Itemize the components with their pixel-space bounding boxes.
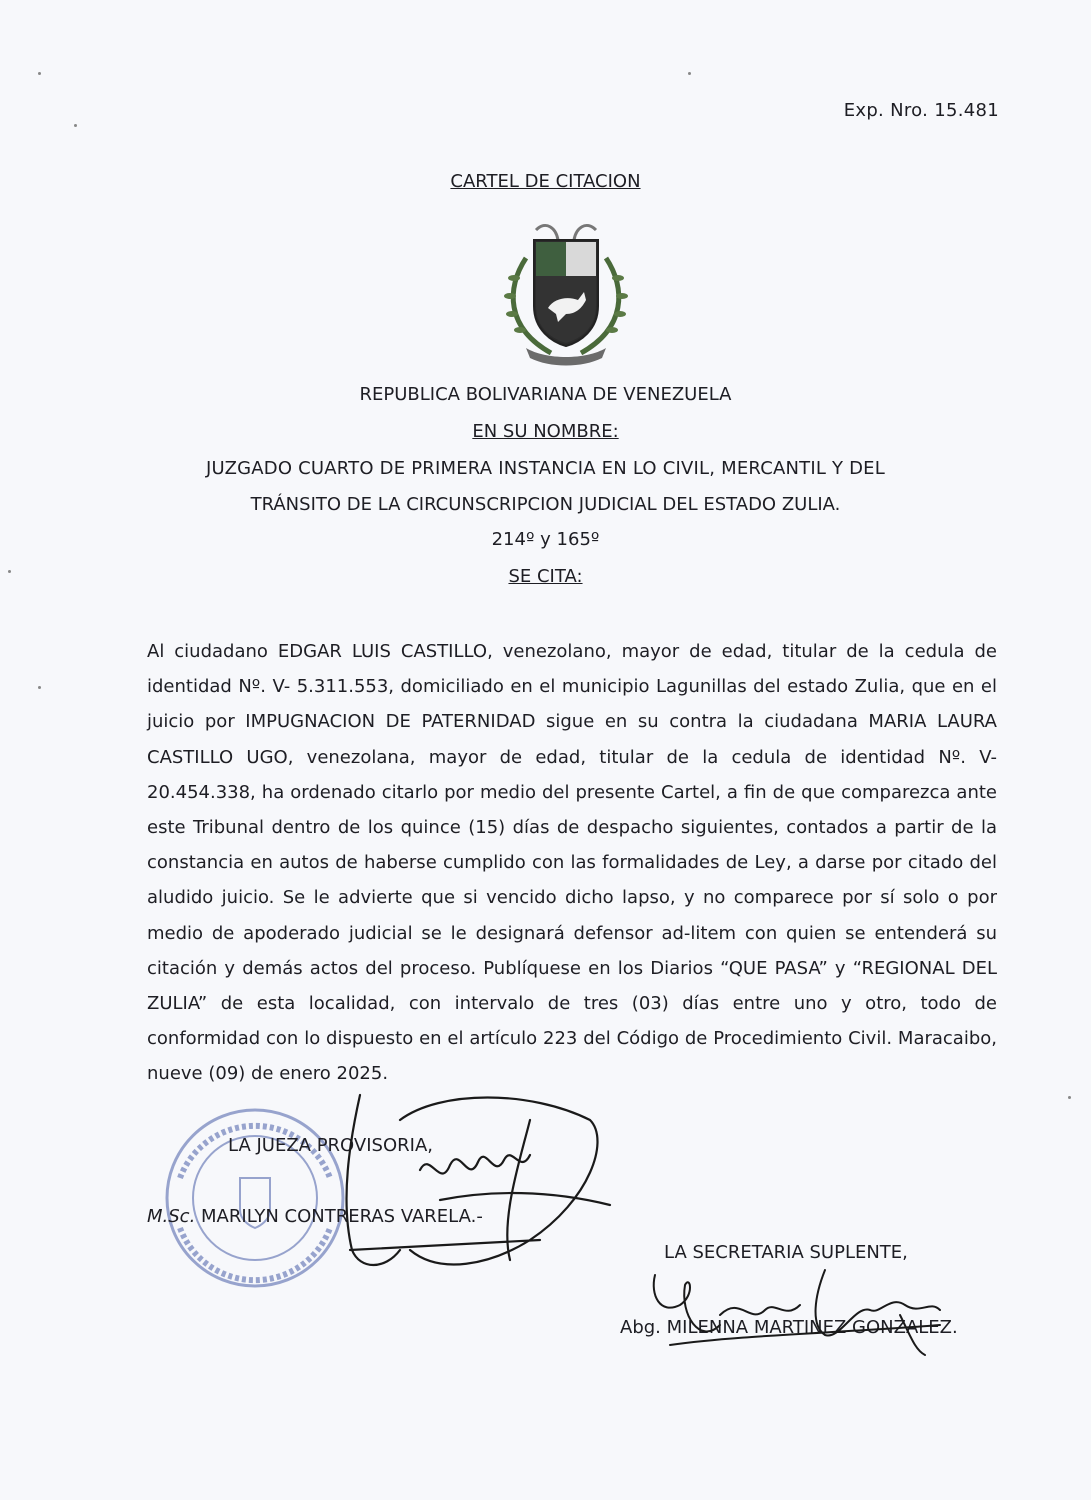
years-line: 214º y 165º [491, 529, 600, 550]
judge-name: MARILYN CONTRERAS VARELA.- [201, 1206, 483, 1227]
secretary-name: Abg. MILENNA MARTINEZ GONZALEZ. [620, 1317, 958, 1338]
scan-speck [1068, 1096, 1071, 1099]
secretary-handwritten-signature [640, 1255, 950, 1365]
secretary-title: LA SECRETARIA SUPLENTE, [664, 1242, 908, 1263]
citation-body: Al ciudadano EDGAR LUIS CASTILLO, venezolano, mayor de edad, titular de la cedula de identidad Nº. V- 5.311.553, domiciliado en el municipio Lagunillas del estado Zulia, que en el juicio por IMPUGNACION DE PATERNIDAD sigue en su contra la ciudadana MARIA LAURA CASTILLO UGO, venezolana, mayor de edad, titular de la cedula de identidad Nº. V- 20.454.338, ha ordenado citarlo por medio del presente Cartel, a fin de que comparezca ante este Tribunal dentro de los quince (15) días de despacho siguientes, contados a partir de la constancia en autos de haberse cumplido con las formalidades de Ley, a darse por citado del aludido juicio. Se le advierte que si vencido dicho lapso, y no comparece por sí solo o por medio de apoderado judicial se le designará defensor ad-litem con quien se entenderá su citación y demás actos del proceso. Publíquese en los Diarios “QUE PASA” y “REGIONAL DEL ZULIA” de esta localidad, con intervalo de tres (03) días entre uno y otro, todo de conformidad con lo dispuesto en el artículo 223 del Código de Procedimiento Civil. Maracaibo, nueve (09) de enero 2025. [147, 641, 997, 1085]
in-name-text: EN SU NOMBRE: [472, 421, 619, 442]
coat-of-arms-emblem [496, 218, 636, 368]
scan-speck [8, 570, 11, 573]
document-title [0, 171, 1091, 192]
scan-speck [38, 72, 41, 75]
document-title-text: CARTEL DE CITACION [450, 171, 641, 192]
judge-handwritten-signature [290, 1080, 620, 1290]
summons-text: SE CITA: [508, 566, 583, 587]
in-name-heading [0, 421, 1091, 442]
scan-speck [688, 72, 691, 75]
country-heading: REPUBLICA BOLIVARIANA DE VENEZUELA [359, 384, 732, 405]
court-line-2: TRÁNSITO DE LA CIRCUNSCRIPCION JUDICIAL DEL ESTADO ZULIA. [250, 494, 841, 515]
court-line-1: JUZGADO CUARTO DE PRIMERA INSTANCIA EN LO CIVIL, MERCANTIL Y DEL [206, 458, 885, 479]
judge-title: LA JUEZA PROVISORIA, [228, 1135, 433, 1156]
judge-prefix: M.Sc. [147, 1206, 196, 1227]
scan-speck [38, 686, 41, 689]
scan-speck [74, 124, 77, 127]
case-number: Exp. Nro. 15.481 [843, 100, 999, 121]
summons-heading [0, 566, 1091, 587]
